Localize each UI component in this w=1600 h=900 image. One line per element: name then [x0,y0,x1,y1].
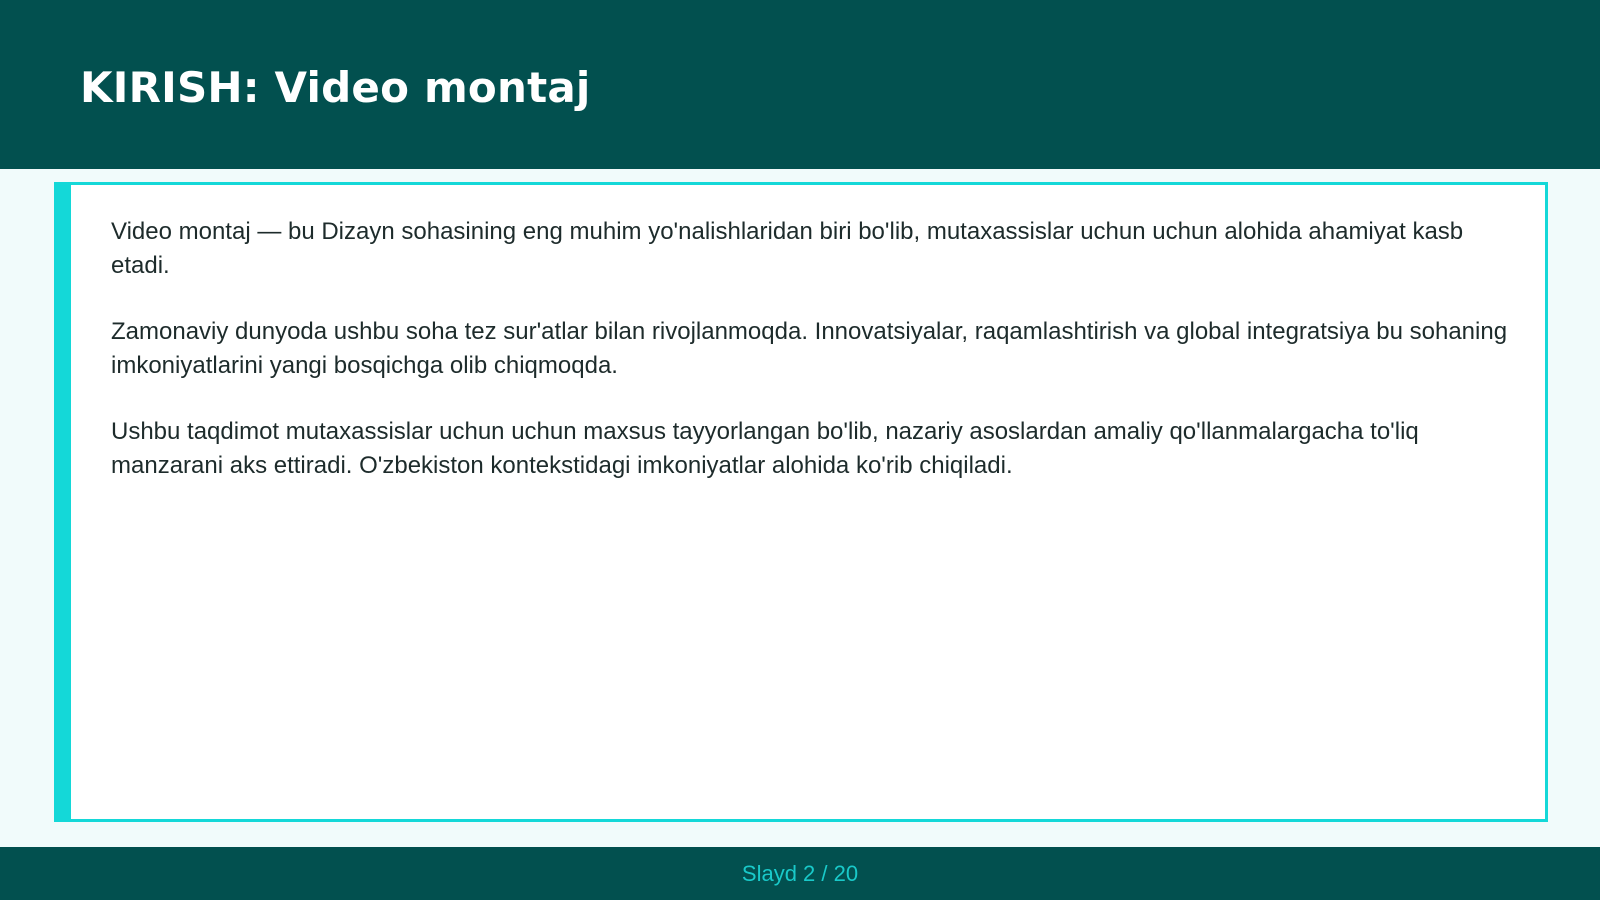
intro-paragraph: Video montaj — bu Dizayn sohasining eng muhim yo'nalishlaridan biri bo'lib, mutaxassislar uchun uchun alohida ahamiyat kasb etadi. [111,218,1464,279]
slide-header [0,0,1600,169]
slide-footer [0,847,1600,900]
modern-world-paragraph: Zamonaviy dunyoda ushbu soha tez sur'atlar bilan rivojlanmoqda. Innovatsiyalar, raqamlashtirish va global integratsiya bu sohaning imkoniyatlarini yangi bosqichga olib chiqmoqda. [111,318,1508,379]
slide-number: Slayd 2 / 20 [741,861,859,886]
presentation-purpose-paragraph: Ushbu taqdimot mutaxassislar uchun uchun maxsus tayyorlangan bo'lib, nazariy asoslardan amaliy qo'llanmalargacha to'liq manzarani aks ettiradi. O'zbekiston kontekstidagi imkoniyatlar alohida ko'rib chiqiladi. [111,418,1419,479]
content-card [54,182,1548,822]
slide-title: KIRISH: Video montaj [80,63,591,112]
